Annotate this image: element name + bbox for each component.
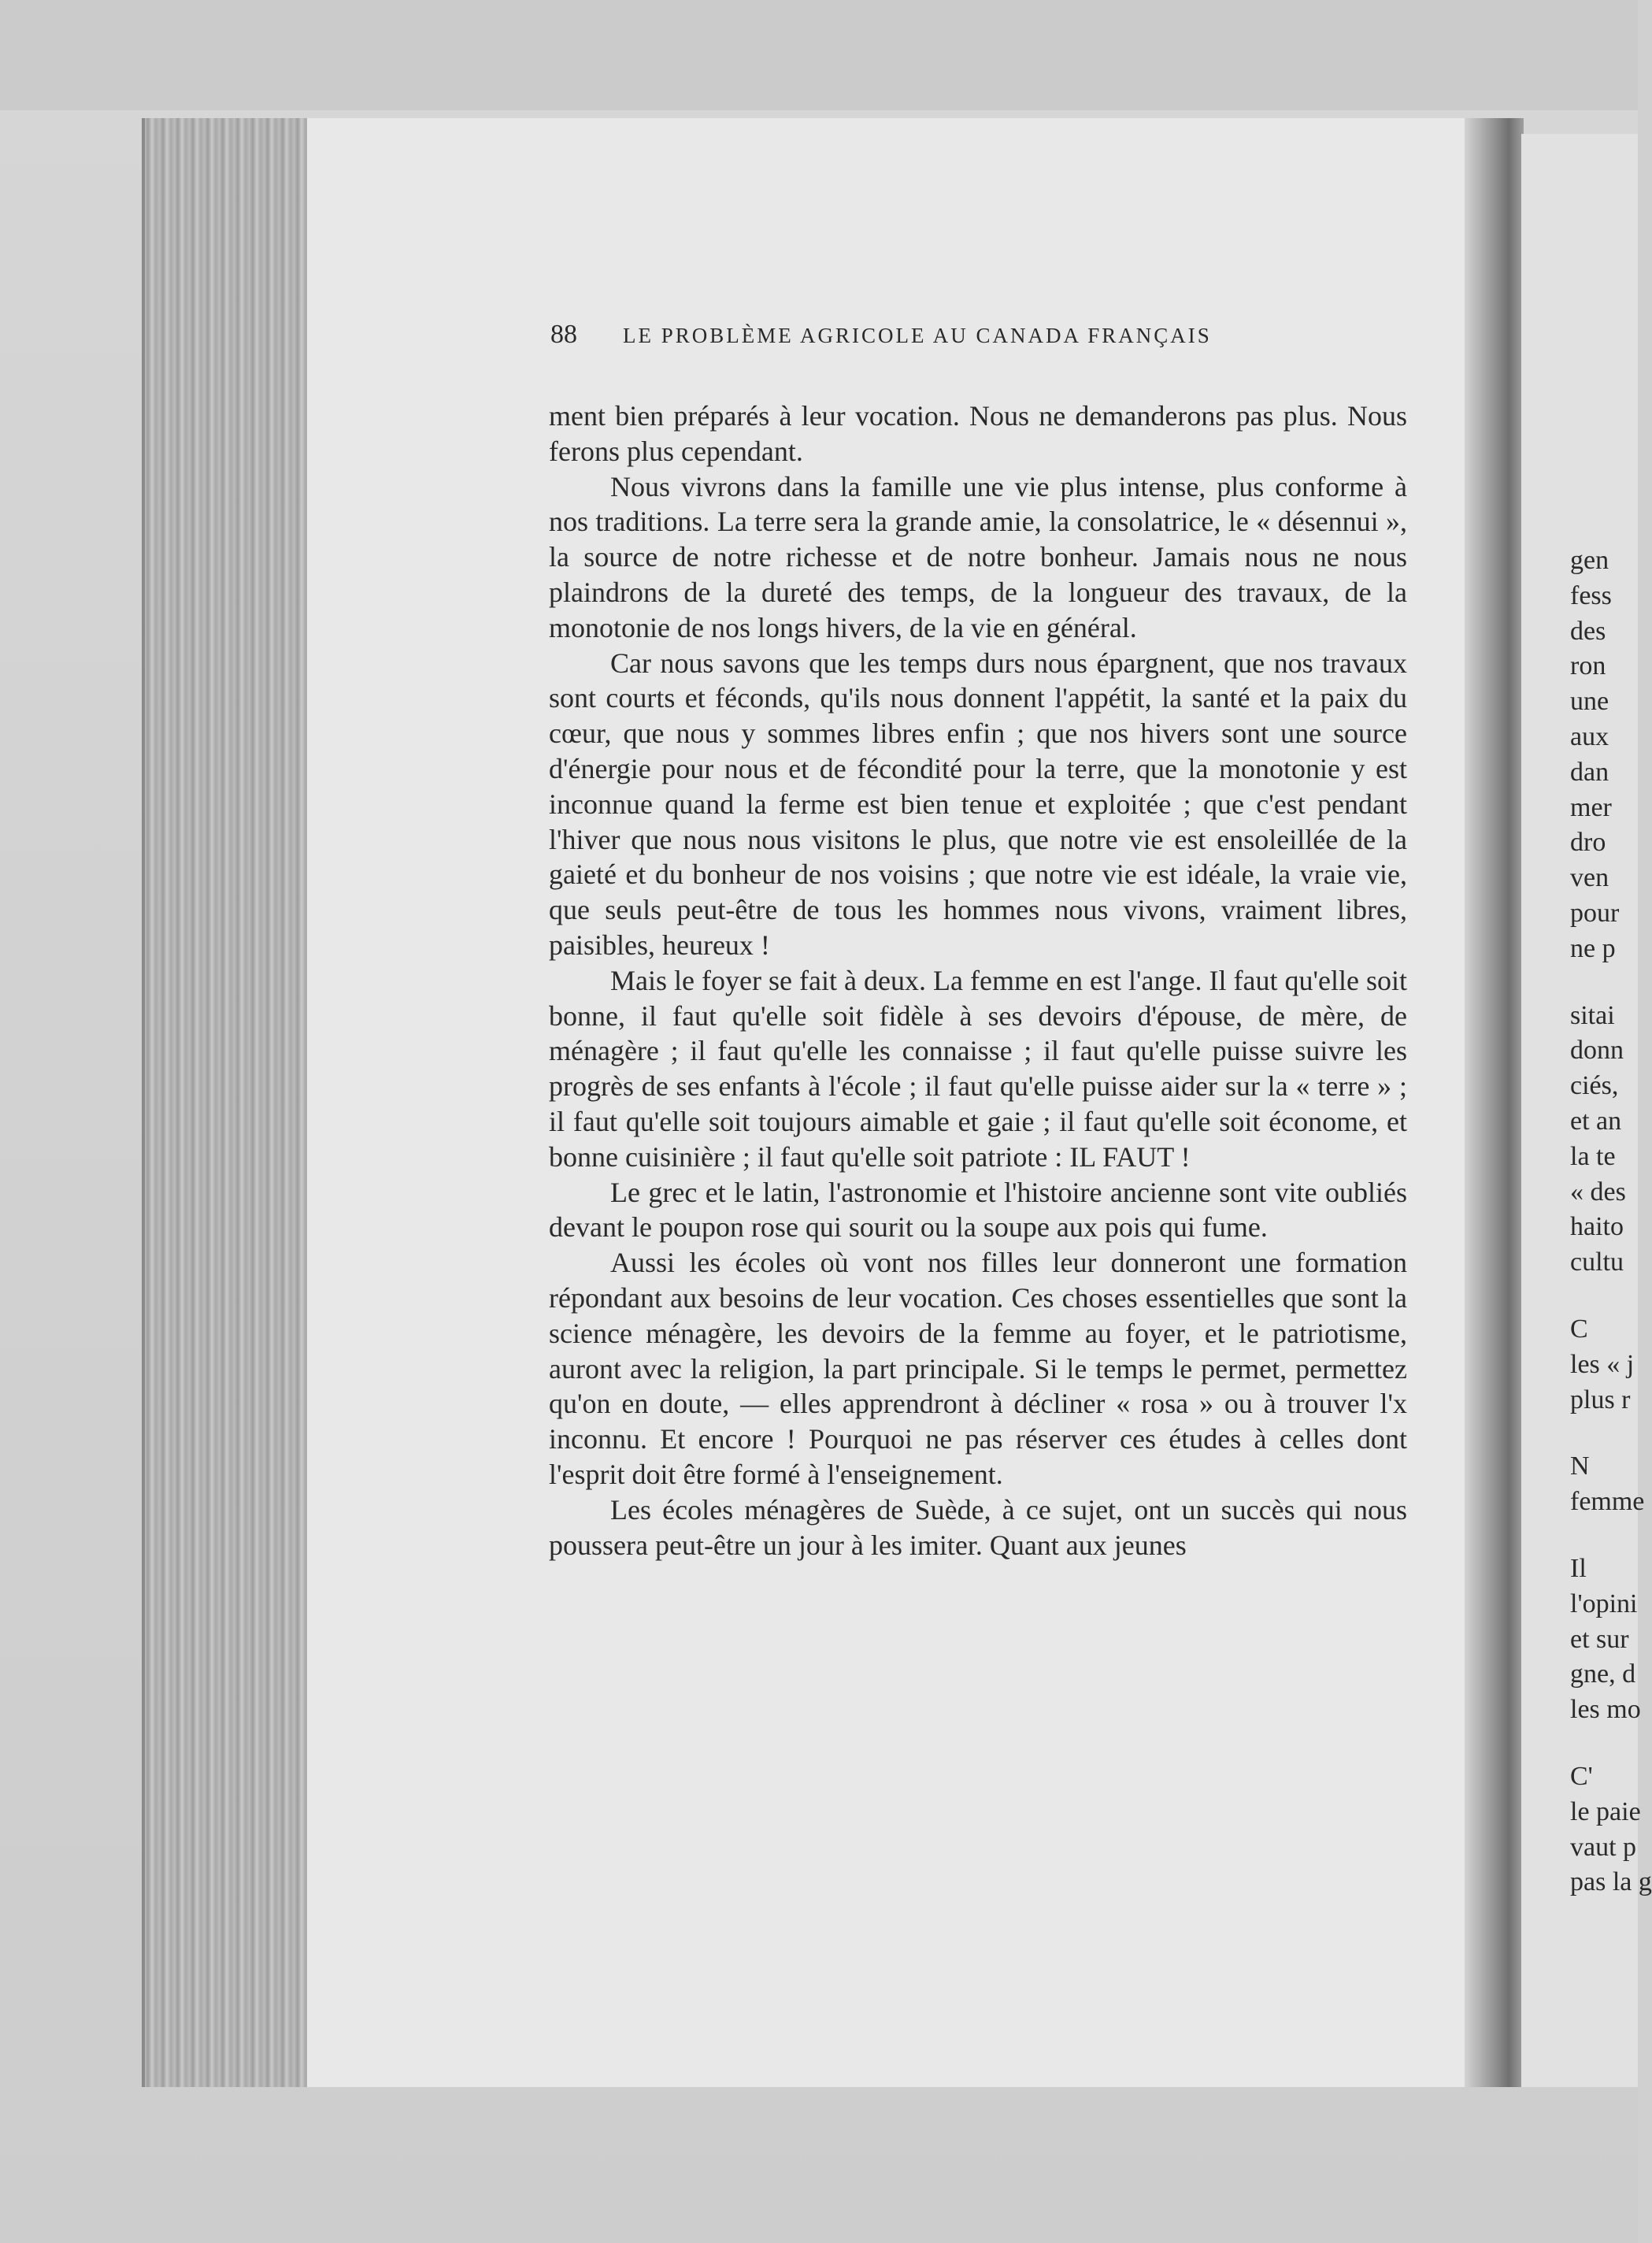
paragraph: Le grec et le latin, l'astronomie et l'histoire ancienne sont vite oubliés devant le poupon rose qui sourit ou la soupe aux pois qui fume. <box>549 1176 1407 1244</box>
right-page-line: sitai <box>1570 1000 1615 1030</box>
right-page-line: donn <box>1570 1036 1624 1066</box>
scanner-edge <box>0 0 1638 110</box>
running-title: LE PROBLÈME AGRICOLE AU CANADA FRANÇAIS <box>623 324 1212 347</box>
right-page-line: les mo <box>1570 1695 1641 1725</box>
right-page-line: une <box>1570 687 1609 717</box>
right-page-line: C' <box>1570 1761 1593 1791</box>
right-page-line: Il <box>1570 1553 1587 1583</box>
right-page-line: pour <box>1570 898 1620 928</box>
right-page-line <box>1570 1418 1652 1449</box>
right-page-line: haito <box>1570 1212 1624 1242</box>
right-page-line: plus r <box>1570 1385 1631 1414</box>
right-page-line <box>1570 1728 1652 1759</box>
running-head <box>549 320 1407 350</box>
right-page-line: les « j <box>1570 1349 1635 1379</box>
body-text <box>549 399 1407 1563</box>
right-page-line: le paie <box>1570 1796 1641 1826</box>
right-page-line: l'opini <box>1570 1589 1638 1618</box>
right-page-line: des <box>1570 616 1606 646</box>
right-page-line: « des <box>1570 1177 1626 1207</box>
page-edge-stack <box>142 118 314 2087</box>
paragraph: Mais le foyer se fait à deux. La femme en est l'ange. Il faut qu'elle soit bonne, il faut qu'elle soit fidèle à ses devoirs d'épouse, de mère, de ménagère ; il faut qu'elle les connaisse ; il faut qu'elle puisse suivre les progrès de ses enfants à l'école ; il faut qu'elle puisse aider sur la « terre » ; il faut qu'elle soit toujours aimable et gaie ; il faut qu'elle soit économe, et bonne cuisinière ; il faut qu'elle soit patriote : IL FAUT ! <box>549 964 1407 1173</box>
right-page-line: gne, d <box>1570 1659 1636 1689</box>
right-page-line: ven <box>1570 863 1609 893</box>
right-page-line <box>1570 967 1652 999</box>
right-page-line: mer <box>1570 792 1612 822</box>
right-page-line: cultu <box>1570 1248 1624 1277</box>
right-page-line <box>1570 1281 1652 1312</box>
book-gutter <box>1465 118 1524 2087</box>
paragraph: Aussi les écoles où vont nos filles leur donneront une formation répondant aux besoins de leur vocation. Ces choses essentielles que sont la science ménagère, les devoirs de la femme au foyer, et le patriotisme, auront avec la religion, la part principale. Si le temps le permet, permettez qu'on en doute, — elles apprendront à décliner « rosa » ou à trouver l'x inconnu. Et encore ! Pourquoi ne pas réserver ces études à celles dont l'esprit doit être formé à l'enseignement. <box>549 1247 1407 1490</box>
right-page-line: aux <box>1570 721 1609 751</box>
right-page-line: N <box>1570 1451 1590 1481</box>
right-page-line: et sur <box>1570 1624 1629 1654</box>
page-content <box>549 320 1407 1563</box>
right-page <box>1521 134 1652 2087</box>
right-page-line: la te <box>1570 1141 1616 1171</box>
right-page-line: ne p <box>1570 933 1616 963</box>
paragraph: Nous vivrons dans la famille une vie plus intense, plus conforme à nos traditions. La terre sera la grande amie, la consolatrice, le « désennui », la source de notre richesse et de notre bonheur. Jamais nous ne nous plaindrons de la dureté des temps, de la longueur des travaux, de la monotonie de nos longs hivers, de la vie en général. <box>549 470 1407 643</box>
right-page-line: ciés, <box>1570 1071 1619 1101</box>
page-number: 88 <box>550 320 577 349</box>
paragraph: Car nous savons que les temps durs nous épargnent, que nos travaux sont courts et féconds, qu'ils nous donnent l'appétit, la santé et la paix du cœur, que nous y sommes libres enfin ; que nos hivers sont une source d'énergie pour nous et de fécondité pour la terre, que la monotonie y est inconnue quand la ferme est bien tenue et exploitée ; que c'est pendant l'hiver que nous nous visitons le plus, que notre vie est ensoleillée de la gaieté et du bonheur de nos voisins ; que notre vie est idéale, la vraie vie, que seuls peut-être de tous les hommes nous vivons, vraiment libres, paisibles, heureux ! <box>549 647 1407 961</box>
right-page-line: femme <box>1570 1487 1645 1517</box>
right-page-text <box>1570 543 1652 1900</box>
right-page-line: ron <box>1570 651 1606 681</box>
right-page-line: pas la g <box>1570 1867 1652 1897</box>
right-page-line: gen <box>1570 546 1609 575</box>
right-page-line: et an <box>1570 1106 1622 1136</box>
paragraph: Les écoles ménagères de Suède, à ce sujet, ont un succès qui nous poussera peut-être un jour à les imiter. Quant aux jeunes <box>549 1493 1407 1561</box>
right-page-line <box>1570 1520 1652 1552</box>
right-page-line: fess <box>1570 580 1612 610</box>
right-page-line: vaut p <box>1570 1832 1637 1862</box>
paragraph: ment bien préparés à leur vocation. Nous ne demanderons pas plus. Nous ferons plus cependant. <box>549 400 1407 467</box>
right-page-line: C <box>1570 1314 1588 1344</box>
right-page-line: dro <box>1570 828 1606 858</box>
right-page-line: dan <box>1570 757 1609 787</box>
